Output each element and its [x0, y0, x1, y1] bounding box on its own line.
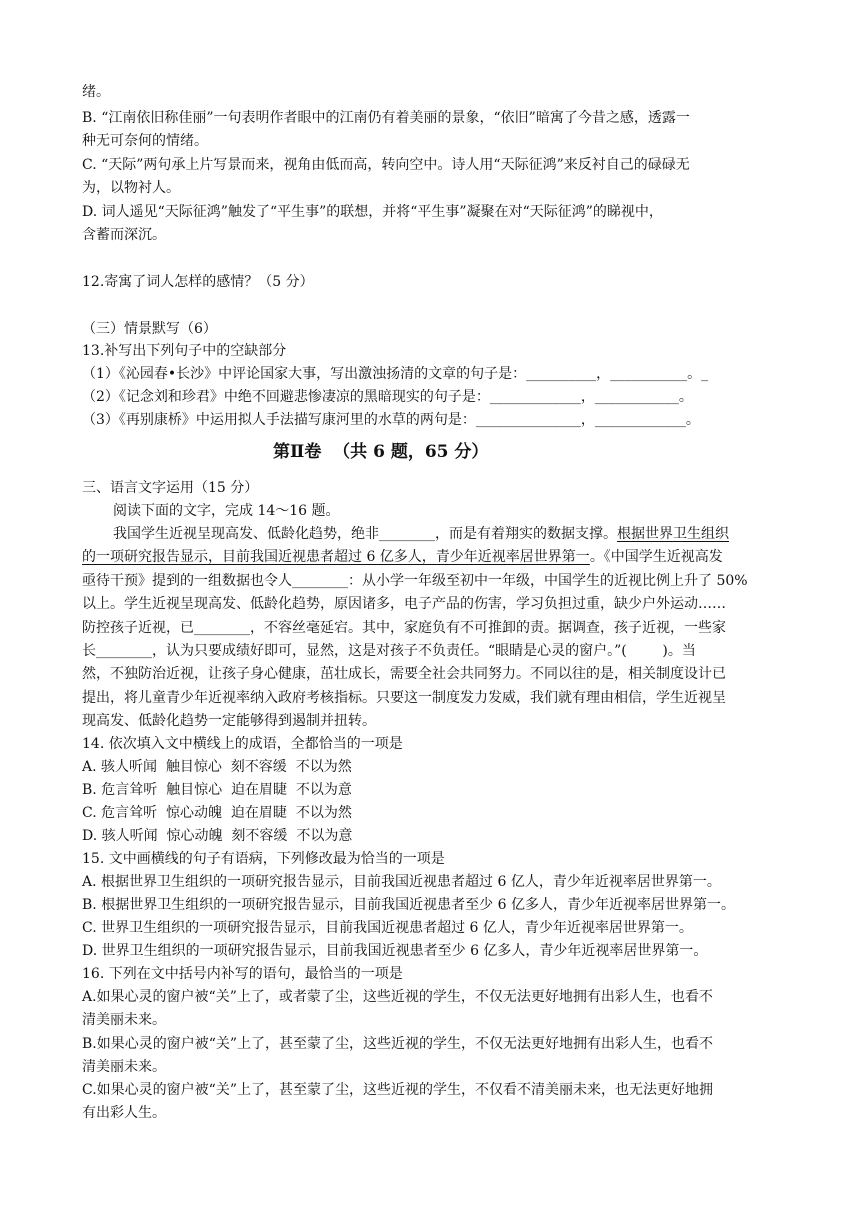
- underlined-sentence: 根据世界卫生组织: [617, 526, 729, 542]
- q16-option-c: C.如果心灵的窗户被“关”上了，甚至蒙了尘，这些近视的学生，不仅看不清美丽未来，也无法更好地拥: [82, 1082, 713, 1098]
- underlined-sentence: 的一项研究报告显示，目前我国近视患者超过 6 亿多人，青少年近视率居世界第一: [82, 549, 590, 565]
- passage-line-1: [113, 524, 729, 546]
- passage-line-2: [82, 547, 723, 569]
- q15-option-b: B. 根据世界卫生组织的一项研究报告显示，目前我国近视患者至少 6 亿多人，青少年近视率居世界第一。: [82, 897, 735, 913]
- q16-option-a: A.如果心灵的窗户被“关”上了，或者蒙了尘，这些近视的学生，不仅无法更好地拥有出彩人生，也看不: [82, 989, 713, 1005]
- q14-option-a: A. 骇人听闻 触目惊心 刻不容缓 不以为然: [82, 759, 352, 775]
- q14-option-c: C. 危言耸听 惊心动魄 迫在眉睫 不以为然: [82, 805, 352, 821]
- passage-line-6: 长________，认为只要成绩好即可，显然，这是对孩子不负责任。“眼睛是心灵的窗户。”( )。当: [82, 643, 696, 659]
- q11-option-a-tail: 绪。: [82, 84, 110, 100]
- q11-option-c: C. “天际”两句承上片写景而来，视角由低而高，转向空中。诗人用“天际征鸿”来反衬自己的碌碌无: [82, 157, 690, 173]
- q13-item-1: （1）《沁园春•长沙》中评论国家大事，写出激浊扬清的文章的句子是：__________，___________。_: [82, 366, 709, 382]
- q15-option-d: D. 世界卫生组织的一项研究报告显示，目前我国近视患者至少 6 亿多人，青少年近视率居世界第一。: [82, 943, 708, 959]
- q15-stem: 15. 文中画横线的句子有语病，下列修改最为恰当的一项是: [82, 851, 445, 867]
- q12-stem: 12.寄寓了词人怎样的感情？（5 分）: [82, 274, 314, 290]
- passage-line-7: 然，不独防治近视，让孩子身心健康，茁壮成长，需要全社会共同努力。不同以往的是，相关制度设计已: [82, 666, 726, 682]
- q16-option-a-cont: 清美丽未来。: [82, 1012, 166, 1028]
- q16-option-b-cont: 清美丽未来。: [82, 1059, 166, 1075]
- q16-stem: 16. 下列在文中括号内补写的语句，最恰当的一项是: [82, 966, 403, 982]
- passage-text: 。《中国学生近视高发: [589, 549, 723, 565]
- q16-option-c-cont: 有出彩人生。: [82, 1105, 166, 1121]
- part2-title: 第Ⅱ卷 （共 6 题，65 分）: [273, 442, 489, 462]
- passage-line-8: 提出，将儿童青少年近视率纳入政府考核指标。只要这一制度发力发威，我们就有理由相信，学生近视呈: [82, 690, 726, 706]
- passage-line-9: 现高发、低龄化趋势一定能够得到遏制并扭转。: [82, 713, 376, 729]
- q13-item-2: （2）《记念刘和珍君》中绝不回避悲惨凄凉的黑暗现实的句子是：_____________，____________。: [82, 389, 693, 405]
- q14-option-d: D. 骇人听闻 惊心动魄 刻不容缓 不以为意: [82, 828, 353, 844]
- passage-line-3: 亟待干预》提到的一组数据也令人________：从小学一年级至初中一年级，中国学生的近视比例上升了 50%: [82, 573, 748, 589]
- q14-option-b: B. 危言耸听 触目惊心 迫在眉睫 不以为意: [82, 782, 352, 798]
- q11-option-b-cont: 种无可奈何的情绪。: [82, 133, 208, 149]
- q11-option-d-cont: 含蓄而深沉。: [82, 227, 166, 243]
- passage-intro: 阅读下面的文字，完成 14～16 题。: [113, 503, 340, 519]
- q15-option-a: A. 根据世界卫生组织的一项研究报告显示，目前我国近视患者超过 6 亿人，青少年近视率居世界第一。: [82, 874, 721, 890]
- q11-option-c-cont: 为，以物衬人。: [82, 180, 180, 196]
- q13-item-3: （3）《再别康桥》中运用拟人手法描写康河里的水草的两句是：_______________，_____________。: [82, 412, 700, 428]
- q14-stem: 14. 依次填入文中横线上的成语，全都恰当的一项是: [82, 736, 403, 752]
- q16-option-b: B.如果心灵的窗户被“关”上了，甚至蒙了尘，这些近视的学生，不仅无法更好地拥有出彩人生，也看不: [82, 1036, 714, 1052]
- section3-heading: （三）情景默写（6）: [82, 321, 217, 337]
- passage-text: 我国学生近视呈现高发、低龄化趋势，绝非________，而是有着翔实的数据支撑。: [113, 526, 617, 542]
- q11-option-d: D. 词人遥见“天际征鸿”触发了“平生事”的联想，并将“平生事”凝聚在对“天际征鸿”的睇视中，: [82, 204, 663, 220]
- passage-line-4: 以上。学生近视呈现高发、低龄化趋势，原因诸多，电子产品的伤害，学习负担过重，缺少户外运动……: [82, 596, 726, 612]
- q11-option-b: B. “江南依旧称佳丽”一句表明作者眼中的江南仍有着美丽的景象，“依旧”暗寓了今昔之感，透露一: [82, 110, 690, 126]
- q13-stem: 13.补写出下列句子中的空缺部分: [82, 343, 287, 359]
- language-heading: 三、语言文字运用（15 分）: [82, 480, 259, 496]
- passage-line-5: 防控孩子近视，已________，不容丝毫延宕。其中，家庭负有不可推卸的责。据调查，孩子近视，一些家: [82, 620, 726, 636]
- q15-option-c: C. 世界卫生组织的一项研究报告显示，目前我国近视患者超过 6 亿人，青少年近视率居世界第一。: [82, 920, 693, 936]
